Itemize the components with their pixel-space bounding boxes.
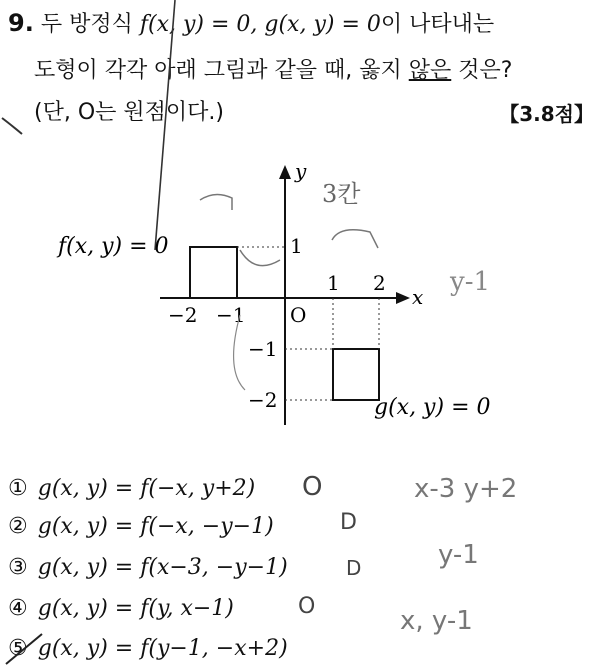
choice-4[interactable] — [8, 594, 234, 624]
pencil-sketch — [200, 194, 232, 210]
f-graph-label: f(x, y) = 0 — [58, 234, 169, 259]
handwritten-check: O — [298, 594, 316, 619]
f-equation: f(x, y) = 0, — [139, 12, 258, 37]
choice-expression: g(x, y) = f(y, x−1) — [37, 596, 234, 621]
choice-marker: ③ — [8, 555, 28, 580]
handwritten-check: D — [346, 556, 362, 580]
x-tick-label: −1 — [216, 303, 246, 327]
choice-1[interactable] — [8, 474, 255, 504]
g-equation: g(x, y) = 0 — [264, 12, 381, 37]
choice-expression: g(x, y) = f(−x, −y−1) — [37, 514, 274, 539]
y-tick-label: 1 — [290, 234, 303, 258]
pencil-sketch — [240, 250, 280, 266]
choice-marker: ② — [8, 514, 28, 539]
choice-2[interactable] — [8, 512, 274, 542]
choice-expression: g(x, y) = f(−x, y+2) — [37, 476, 256, 501]
choice-marker: ④ — [8, 596, 28, 621]
question-text-2b: 것은? — [458, 58, 513, 83]
y-tick-label: −2 — [248, 388, 278, 412]
question-number: 9. — [8, 9, 34, 37]
f-square — [190, 247, 237, 298]
choice-marker: ⑤ — [8, 636, 28, 661]
y-tick-label: −1 — [248, 337, 278, 361]
handwritten-note: x, y-1 — [400, 606, 473, 636]
y-axis-label: y — [295, 159, 307, 183]
emphasis-not: 않은 — [408, 58, 452, 83]
question-line-1 — [8, 8, 494, 40]
y-axis-arrow — [279, 165, 291, 179]
choice-expression: g(x, y) = f(y−1, −x+2) — [37, 636, 288, 661]
g-graph-label: g(x, y) = 0 — [374, 395, 491, 420]
question-line-2 — [34, 56, 512, 86]
x-tick-label: 1 — [327, 271, 340, 295]
question-text-1b: 이 나타내는 — [380, 12, 495, 37]
choice-expression: g(x, y) = f(x−3, −y−1) — [37, 555, 288, 580]
handwritten-note: y-1 — [450, 267, 491, 297]
g-rect — [333, 349, 379, 400]
question-text-1: 두 방정식 — [40, 12, 133, 37]
handwritten-note: x-3 y+2 — [414, 474, 518, 504]
x-tick-label: 2 — [373, 271, 386, 295]
origin-label: O — [290, 303, 307, 327]
answer-slash-mark — [2, 628, 52, 670]
points-label: 【3.8점】 — [499, 102, 594, 126]
x-axis-label: x — [412, 285, 424, 309]
handwritten-check: D — [340, 510, 357, 535]
choice-marker: ① — [8, 476, 28, 501]
question-text-2: 도형이 각각 아래 그림과 같을 때, 옳지 — [34, 58, 402, 83]
choice-3[interactable] — [8, 553, 288, 583]
coordinate-figure — [40, 150, 510, 440]
handwritten-note: 3칸 — [322, 180, 361, 208]
pen-stroke — [0, 100, 40, 140]
x-tick-label: −2 — [168, 303, 198, 327]
x-axis-arrow — [396, 292, 410, 304]
handwritten-note: y-1 — [438, 540, 479, 570]
handwritten-check: O — [302, 472, 323, 502]
pencil-sketch — [332, 230, 378, 248]
question-condition: (단, O는 원점이다.) — [34, 100, 224, 125]
